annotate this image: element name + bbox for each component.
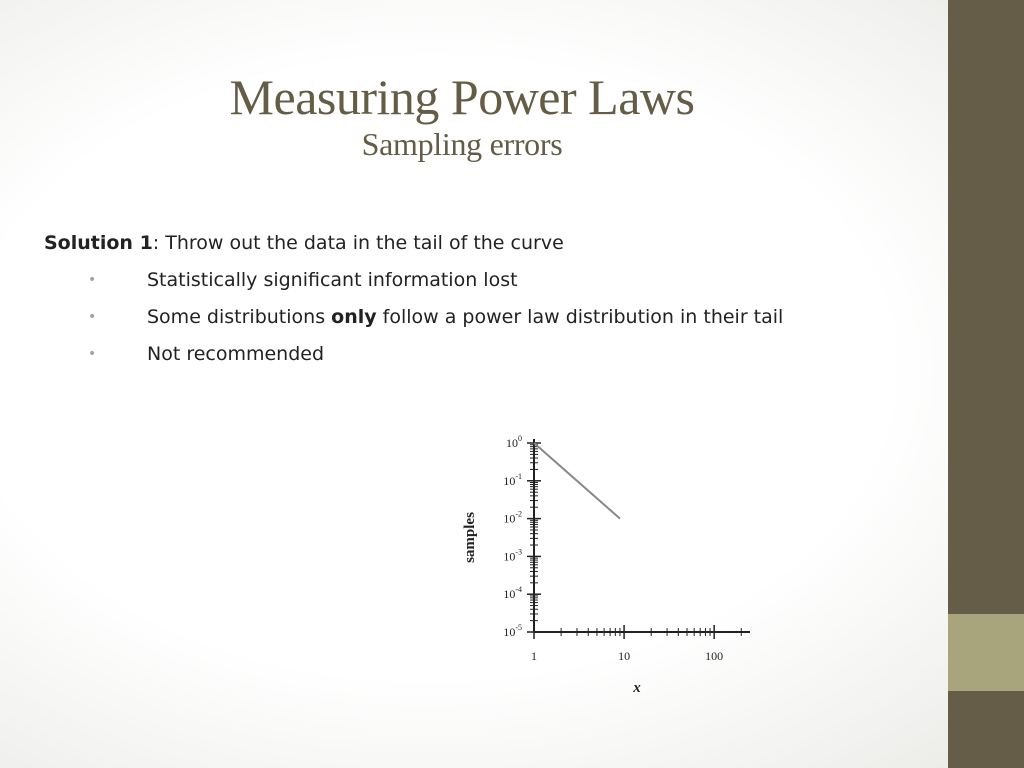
bullet-text-pre: Not recommended xyxy=(147,343,325,365)
bullet-text-post: follow a power law distribution in their tail xyxy=(376,306,784,328)
bullet-item xyxy=(44,304,924,330)
y-tick-exponent: -2 xyxy=(515,509,522,519)
lead-bold: Solution 1 xyxy=(44,232,153,254)
bullet-icon: • xyxy=(88,272,97,288)
y-tick-base: 10 xyxy=(503,549,516,564)
title-block xyxy=(0,68,924,164)
y-tick-base: 10 xyxy=(503,587,516,602)
bullet-item xyxy=(44,267,924,293)
y-tick-label xyxy=(503,472,522,488)
x-tick-label: 10 xyxy=(618,649,631,663)
y-tick-base: 10 xyxy=(506,436,518,450)
y-tick-base: 10 xyxy=(503,511,516,526)
bullet-icon: • xyxy=(88,309,97,325)
y-tick-label xyxy=(503,585,522,601)
y-tick-label xyxy=(503,547,522,563)
y-axis-label: samples xyxy=(462,512,478,563)
lead-text: : Throw out the data in the tail of the curve xyxy=(152,232,564,254)
lead-paragraph xyxy=(44,230,924,256)
sidebar-accent-block xyxy=(948,614,1024,691)
bullet-text xyxy=(147,267,518,293)
y-tick-label xyxy=(503,510,522,526)
y-tick-exponent: -1 xyxy=(515,471,522,481)
bullet-text xyxy=(147,341,324,367)
slide-body xyxy=(44,230,924,378)
bullet-item xyxy=(44,341,924,367)
series-line xyxy=(534,443,620,519)
y-tick-exponent: -5 xyxy=(515,623,522,632)
bullet-icon: • xyxy=(88,346,97,362)
bullet-text-pre: Some distributions xyxy=(147,306,332,328)
chart-svg xyxy=(440,425,780,705)
x-axis-label: x xyxy=(633,680,641,696)
y-tick-exponent: 0 xyxy=(518,434,522,443)
x-tick-label: 100 xyxy=(705,649,724,663)
slide-subtitle: Sampling errors xyxy=(361,126,563,162)
bullet-text-bold: only xyxy=(331,306,377,328)
x-tick-label: 1 xyxy=(531,649,537,663)
slide-title: Measuring Power Laws xyxy=(229,69,695,125)
y-tick-label xyxy=(503,623,522,639)
power-law-chart xyxy=(440,425,780,705)
bullet-text xyxy=(147,304,783,330)
y-tick-label xyxy=(506,434,522,450)
y-tick-base: 10 xyxy=(503,625,516,639)
bullet-text-pre: Statistically significant information lost xyxy=(147,269,518,291)
y-tick-base: 10 xyxy=(503,473,516,488)
y-tick-exponent: -4 xyxy=(515,585,522,595)
y-tick-exponent: -3 xyxy=(515,547,522,557)
